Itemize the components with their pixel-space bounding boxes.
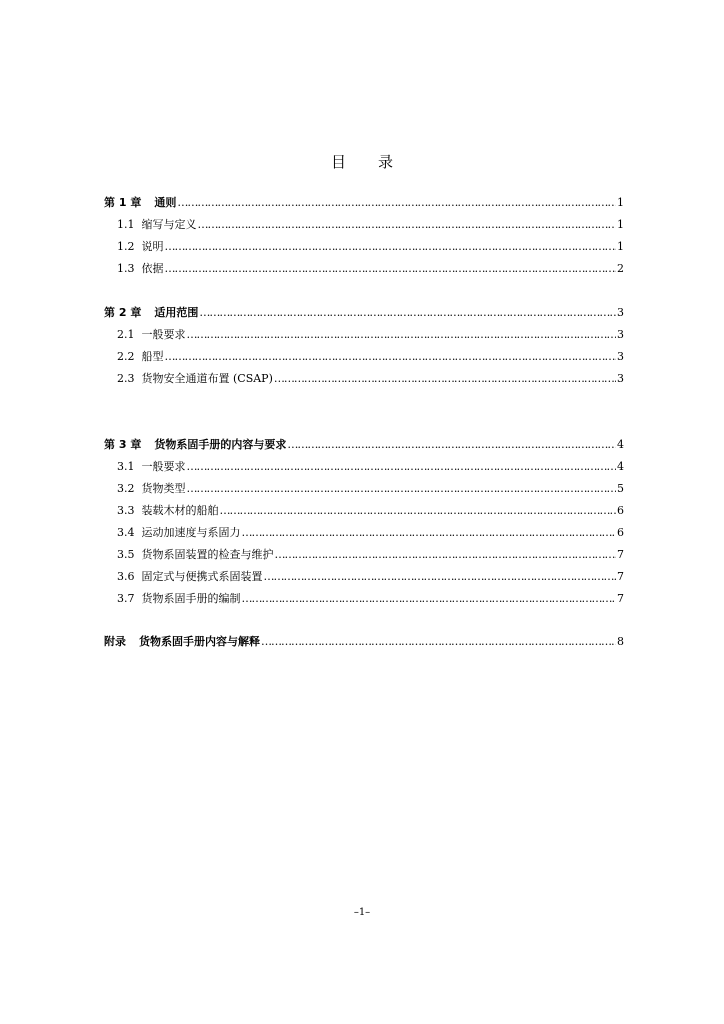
dot-leader (165, 238, 617, 256)
toc-page: 7 (617, 592, 624, 605)
toc-page: 7 (617, 570, 624, 583)
toc-entry[interactable] (104, 502, 624, 520)
toc-text: 货物系固装置的检查与维护 (141, 548, 274, 561)
title-char-1: 目 (330, 153, 346, 171)
dot-leader (165, 260, 617, 278)
toc-page: 7 (617, 548, 624, 561)
toc-text: 固定式与便携式系固装置 (141, 570, 263, 583)
toc-entry[interactable] (104, 546, 624, 564)
toc-number: 3.7 (117, 592, 135, 605)
toc-number: 2.1 (117, 328, 135, 341)
toc-entry[interactable] (104, 216, 624, 234)
dot-leader (275, 546, 617, 564)
toc-page: 5 (617, 482, 624, 495)
dot-leader (187, 326, 617, 344)
toc-page: 3 (617, 350, 624, 363)
toc-entry[interactable] (104, 524, 624, 542)
toc-text: 货物类型 (141, 482, 186, 495)
dot-leader (242, 590, 617, 608)
dot-leader (198, 216, 617, 234)
toc-number: 第 2 章 (104, 306, 142, 319)
title-char-2: 录 (378, 153, 394, 171)
toc-entry[interactable] (104, 260, 624, 278)
toc-page: 4 (617, 438, 624, 451)
toc-page: 6 (617, 504, 624, 517)
toc-page: 3 (617, 372, 624, 385)
toc-page: 3 (617, 328, 624, 341)
toc-text: 货物系固手册内容与解释 (139, 635, 260, 648)
toc-text: 货物系固手册的编制 (141, 592, 241, 605)
toc-entry[interactable] (104, 436, 624, 454)
toc-text: 货物系固手册的内容与要求 (154, 438, 287, 451)
toc-page: 8 (617, 635, 624, 648)
toc-number: 1.1 (117, 218, 135, 231)
toc-entry[interactable] (104, 304, 624, 322)
dot-leader (242, 524, 617, 542)
toc-text: 适用范围 (154, 306, 199, 319)
toc-text: 船型 (141, 350, 164, 363)
dot-leader (199, 304, 616, 322)
toc-number: 第 1 章 (104, 196, 142, 209)
dot-leader (165, 348, 617, 366)
toc-text: 说明 (141, 240, 164, 253)
toc-entry[interactable] (104, 370, 624, 388)
dot-leader (220, 502, 617, 520)
toc-number: 2.2 (117, 350, 135, 363)
toc-entry[interactable] (104, 348, 624, 366)
dot-leader (261, 633, 616, 651)
toc-text: 缩写与定义 (141, 218, 197, 231)
toc-text: 一般要求 (141, 328, 186, 341)
toc-entry[interactable] (104, 590, 624, 608)
dot-leader (177, 194, 616, 212)
toc-entry[interactable] (104, 480, 624, 498)
toc-number: 3.4 (117, 526, 135, 539)
toc-number: 3.5 (117, 548, 135, 561)
toc-entry[interactable] (104, 194, 624, 212)
dot-leader (274, 370, 616, 388)
toc-text: 运动加速度与系固力 (141, 526, 241, 539)
toc-number: 1.2 (117, 240, 135, 253)
page-number: –1– (353, 907, 371, 918)
toc-text: 货物安全通道布置 (CSAP) (141, 372, 273, 385)
toc-page: 1 (617, 196, 624, 209)
toc-text: 通则 (154, 196, 177, 209)
toc-number: 3.3 (117, 504, 135, 517)
toc-entry[interactable] (104, 458, 624, 476)
toc-number: 3.1 (117, 460, 135, 473)
toc-number: 1.3 (117, 262, 135, 275)
dot-leader (287, 436, 616, 454)
toc-text: 依据 (141, 262, 164, 275)
toc-page: 6 (617, 526, 624, 539)
page-title (0, 151, 724, 172)
toc-entry[interactable] (104, 326, 624, 344)
toc-text: 装载木材的船舶 (141, 504, 219, 517)
toc-number: 2.3 (117, 372, 135, 385)
toc-entry[interactable] (104, 633, 624, 651)
dot-leader (264, 568, 617, 586)
toc-page: 1 (617, 218, 624, 231)
toc-number: 3.6 (117, 570, 135, 583)
toc-entry[interactable] (104, 568, 624, 586)
toc-page: 1 (617, 240, 624, 253)
toc-number: 3.2 (117, 482, 135, 495)
toc-page: 2 (617, 262, 624, 275)
toc-page: 3 (617, 306, 624, 319)
toc-page: 4 (617, 460, 624, 473)
toc-entry[interactable] (104, 238, 624, 256)
dot-leader (187, 480, 617, 498)
toc-number: 附录 (104, 635, 126, 648)
dot-leader (187, 458, 617, 476)
toc-number: 第 3 章 (104, 438, 142, 451)
toc-text: 一般要求 (141, 460, 186, 473)
